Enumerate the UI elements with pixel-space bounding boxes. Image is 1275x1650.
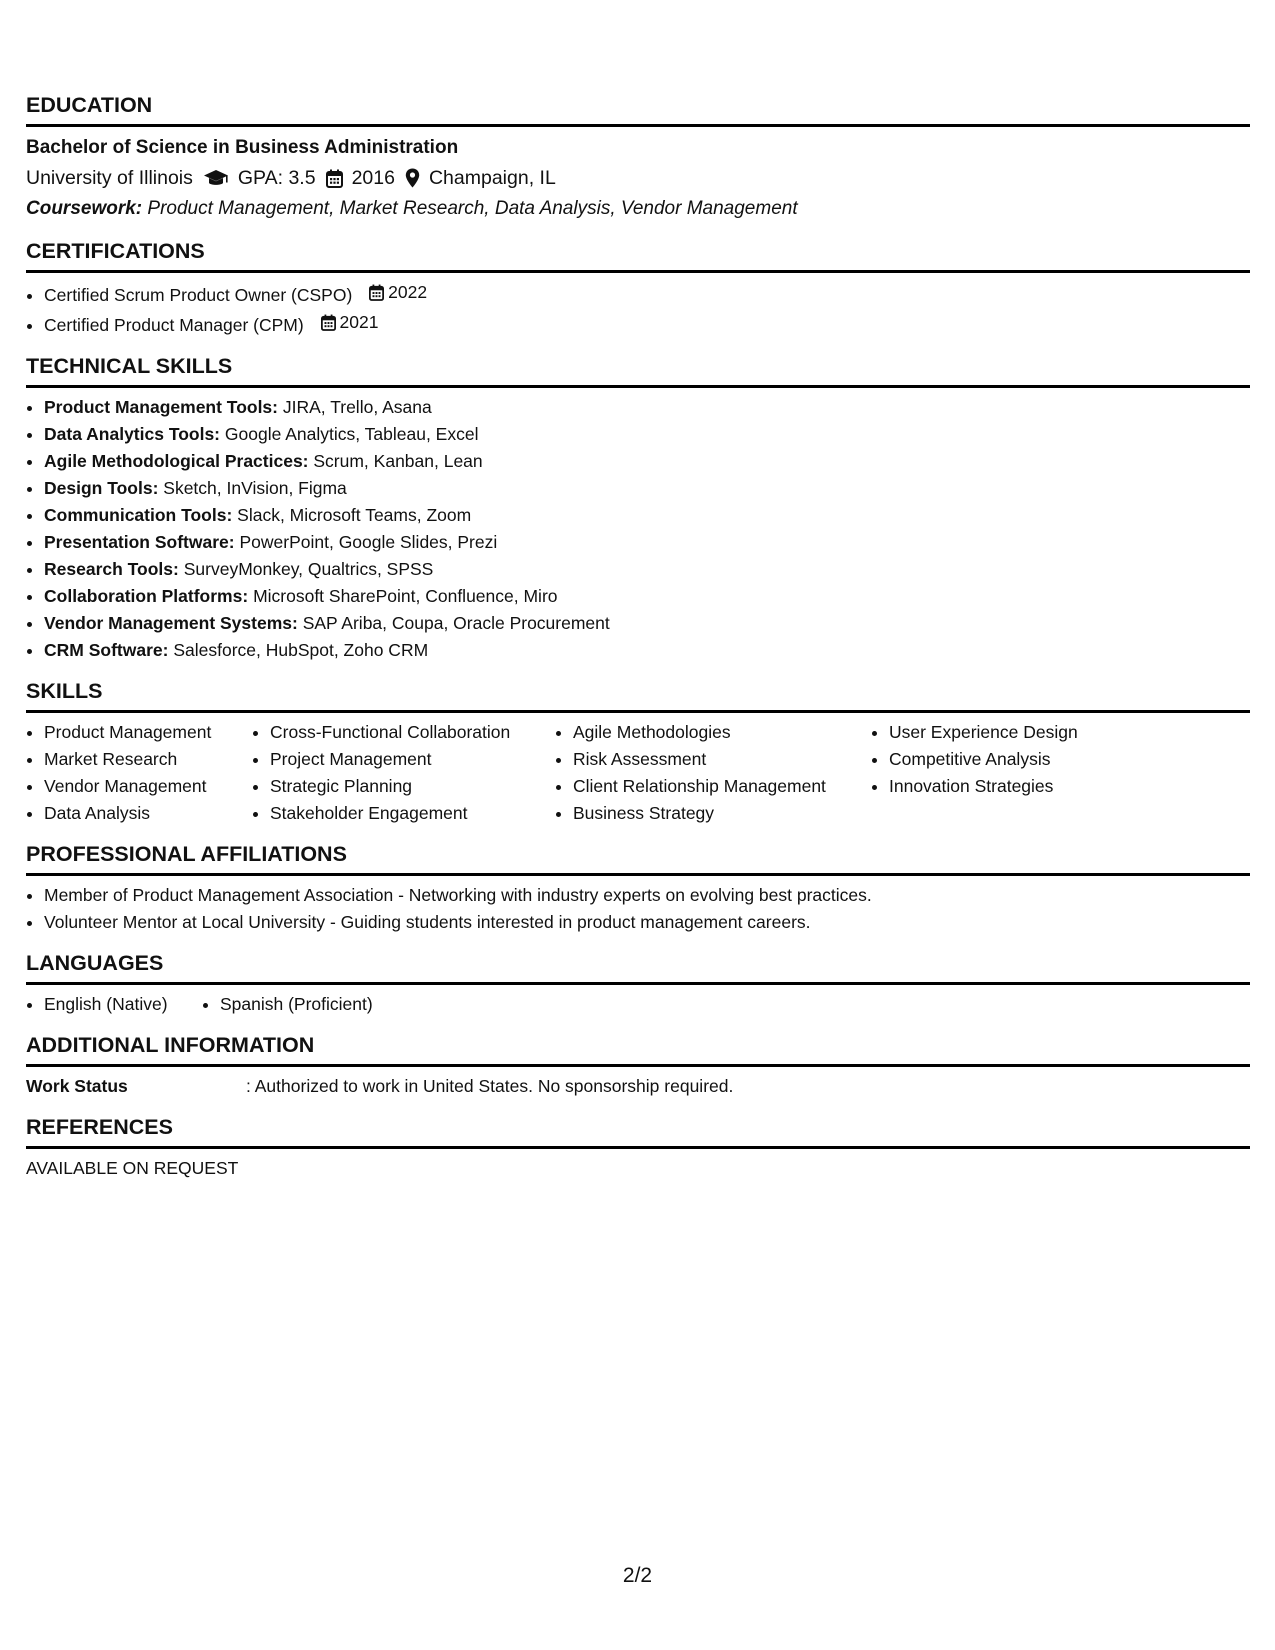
list-item: [44, 448, 1250, 475]
skill-tools: Slack, Microsoft Teams, Zoom: [237, 505, 472, 525]
languages-column: [202, 991, 373, 1018]
skill-tools: JIRA, Trello, Asana: [282, 397, 432, 417]
technical-skills-heading: TECHNICAL SKILLS: [26, 353, 1250, 388]
list-item: • User Experience Design: [889, 719, 1169, 746]
technical-skills-list: [26, 394, 1250, 664]
work-status-row: [26, 1073, 1250, 1100]
skill-category: Research Tools:: [44, 559, 179, 579]
skills-grid: [26, 719, 1250, 827]
resume-content: [26, 92, 1250, 1196]
skill-tools: SurveyMonkey, Qualtrics, SPSS: [183, 559, 434, 579]
list-item: • Volunteer Mentor at Local University - Guiding students interested in product management careers.: [44, 909, 1250, 936]
skills-section: [26, 678, 1250, 827]
skills-heading: SKILLS: [26, 678, 1250, 713]
skill-category: Presentation Software:: [44, 532, 235, 552]
list-item: [44, 583, 1250, 610]
gpa-value: GPA: 3.5: [237, 167, 316, 189]
list-item: • Business Strategy: [573, 800, 871, 827]
coursework-label: Coursework:: [26, 198, 143, 219]
skill-tools: Scrum, Kanban, Lean: [313, 451, 483, 471]
skill-tools: Salesforce, HubSpot, Zoho CRM: [173, 640, 429, 660]
certification-name: Certified Scrum Product Owner (CSPO): [44, 285, 353, 305]
work-status-value: : Authorized to work in United States. No sponsorship required.: [246, 1076, 734, 1096]
skill-category: Collaboration Platforms:: [44, 586, 249, 606]
education-section: [26, 92, 1250, 224]
list-item: • Stakeholder Engagement: [270, 800, 555, 827]
references-heading: REFERENCES: [26, 1114, 1250, 1149]
affiliations-list: [26, 882, 1250, 936]
languages-heading: LANGUAGES: [26, 950, 1250, 985]
education-meta: [26, 163, 1250, 193]
list-item: • Product Management: [44, 719, 252, 746]
list-item: [44, 610, 1250, 637]
affiliations-section: [26, 841, 1250, 936]
skill-tools: Google Analytics, Tableau, Excel: [224, 424, 479, 444]
list-item: • Agile Methodologies: [573, 719, 871, 746]
work-status-label: Work Status: [26, 1076, 128, 1096]
certification-year: 2021: [339, 312, 379, 332]
certification-date: [369, 279, 427, 306]
education-heading: EDUCATION: [26, 92, 1250, 127]
skills-column: [871, 719, 1169, 827]
skill-category: Data Analytics Tools:: [44, 424, 221, 444]
languages-column: [26, 991, 202, 1018]
list-item: • Competitive Analysis: [889, 746, 1169, 773]
list-item: [44, 637, 1250, 664]
list-item: [44, 421, 1250, 448]
list-item: • Member of Product Management Association - Networking with industry experts on evolving best practices.: [44, 882, 1250, 909]
skill-tools: Microsoft SharePoint, Confluence, Miro: [253, 586, 558, 606]
certification-date: [321, 309, 379, 336]
skill-tools: PowerPoint, Google Slides, Prezi: [239, 532, 498, 552]
map-pin-icon: [405, 168, 420, 188]
certification-name: Certified Product Manager (CPM): [44, 315, 304, 335]
skill-category: Design Tools:: [44, 478, 159, 498]
coursework-list: Product Management, Market Research, Data Analysis, Vendor Management: [147, 198, 798, 219]
graduation-cap-icon: [203, 168, 229, 188]
list-item: • English (Native): [44, 991, 202, 1018]
skill-category: Vendor Management Systems:: [44, 613, 298, 633]
languages-list: [26, 991, 1250, 1018]
skill-category: CRM Software:: [44, 640, 169, 660]
list-item: [44, 529, 1250, 556]
affiliations-heading: PROFESSIONAL AFFILIATIONS: [26, 841, 1250, 876]
list-item: • Vendor Management: [44, 773, 252, 800]
list-item: [44, 556, 1250, 583]
coursework-line: [26, 193, 1250, 224]
languages-section: [26, 950, 1250, 1018]
skills-column: [252, 719, 555, 827]
additional-info-heading: ADDITIONAL INFORMATION: [26, 1032, 1250, 1067]
list-item: • Client Relationship Management: [573, 773, 871, 800]
graduation-year: 2016: [351, 167, 395, 189]
skill-category: Agile Methodological Practices:: [44, 451, 309, 471]
calendar-icon: [321, 314, 336, 331]
technical-skills-section: [26, 353, 1250, 664]
list-item: • Risk Assessment: [573, 746, 871, 773]
degree-title: Bachelor of Science in Business Administration: [26, 137, 459, 158]
school-name: University of Illinois: [26, 167, 193, 189]
certification-year: 2022: [388, 282, 428, 302]
education-location: Champaign, IL: [428, 167, 556, 189]
skill-tools: SAP Ariba, Coupa, Oracle Procurement: [302, 613, 610, 633]
list-item: [44, 309, 1250, 339]
references-text: AVAILABLE ON REQUEST: [26, 1158, 239, 1178]
additional-info-section: [26, 1032, 1250, 1100]
list-item: • Cross-Functional Collaboration: [270, 719, 555, 746]
certifications-section: [26, 238, 1250, 339]
list-item: [44, 279, 1250, 309]
references-section: [26, 1114, 1250, 1182]
list-item: • Market Research: [44, 746, 252, 773]
skills-column: [26, 719, 252, 827]
skills-column: [555, 719, 871, 827]
skill-tools: Sketch, InVision, Figma: [163, 478, 347, 498]
certifications-list: [26, 279, 1250, 339]
certifications-heading: CERTIFICATIONS: [26, 238, 1250, 273]
page-number: 2/2: [622, 1564, 653, 1587]
list-item: [44, 394, 1250, 421]
list-item: • Spanish (Proficient): [220, 991, 373, 1018]
list-item: [44, 502, 1250, 529]
calendar-icon: [369, 284, 384, 301]
skill-category: Communication Tools:: [44, 505, 233, 525]
list-item: • Project Management: [270, 746, 555, 773]
list-item: • Innovation Strategies: [889, 773, 1169, 800]
skill-category: Product Management Tools:: [44, 397, 278, 417]
list-item: • Data Analysis: [44, 800, 252, 827]
list-item: [44, 475, 1250, 502]
calendar-icon: [326, 169, 343, 188]
list-item: • Strategic Planning: [270, 773, 555, 800]
